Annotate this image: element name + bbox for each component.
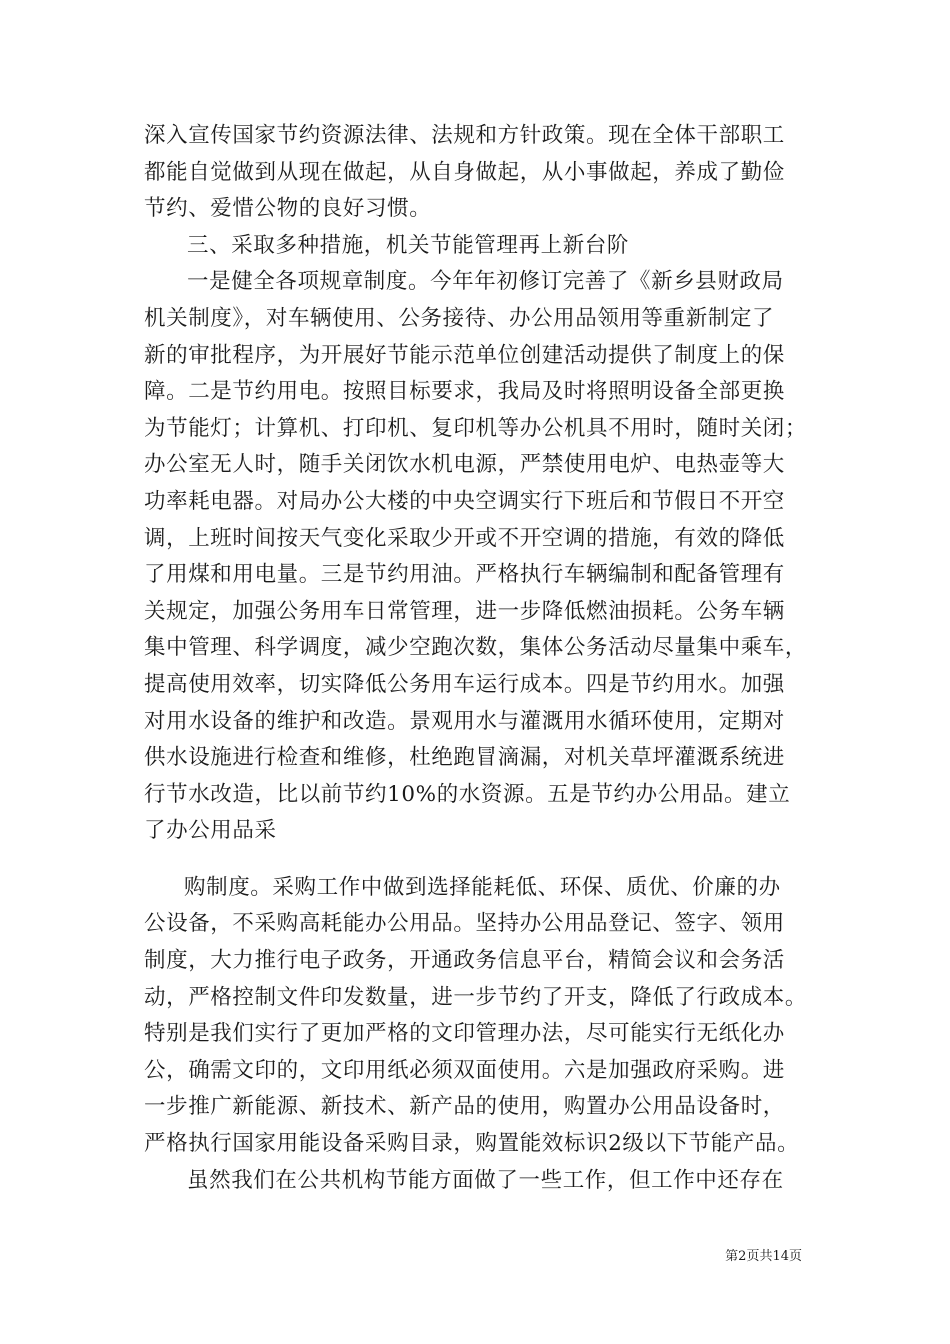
section-heading: 三、采取多种措施，机关节能管理再上新台阶 <box>187 232 630 258</box>
text-line: 机关制度》，对车辆使用、公务接待、办公用品领用等重新制定了 <box>144 305 775 331</box>
text-line: 调，上班时间按天气变化采取少开或不开空调的措施，有效的降低 <box>144 525 785 551</box>
text-line: 购制度。采购工作中做到选择能耗低、环保、质优、价廉的办 <box>184 874 781 900</box>
text-line: 深入宣传国家节约资源法律、法规和方针政策。现在全体干部职工 <box>144 123 785 148</box>
text-line: 功率耗电器。对局办公大楼的中央空调实行下班后和节假日不开空 <box>144 488 785 514</box>
text-line: 特别是我们实行了更加严格的文印管理办法，尽可能实行无纸化办 <box>144 1021 785 1047</box>
text-line: 一步推广新能源、新技术、新产品的使用，购置办公用品设备时， <box>144 1094 785 1120</box>
text-line: 对用水设备的维护和改造。景观用水与灌溉用水循环使用，定期对 <box>144 708 785 734</box>
text-line: 障。二是节约用电。按照目标要求，我局及时将照明设备全部更换 <box>144 379 785 405</box>
text-line: 制度，大力推行电子政务，开通政务信息平台，精简会议和会务活 <box>144 948 785 974</box>
document-body <box>144 118 809 1199</box>
text-line: 了用煤和用电量。三是节约用油。严格执行车辆编制和配备管理有 <box>144 562 785 588</box>
text-line: 公设备，不采购高耗能办公用品。坚持办公用品登记、签字、领用 <box>144 911 785 937</box>
text-line: 为节能灯；计算机、打印机、复印机等办公机具不用时，随时关闭； <box>144 415 808 441</box>
text-line: 虽然我们在公共机构节能方面做了一些工作，但工作中还存在 <box>187 1167 784 1193</box>
text-line: 行节水改造，比以前节约10%的水资源。五是节约办公用品。建立 <box>144 781 791 807</box>
text-line: 节约、爱惜公物的良好习惯。 <box>144 196 432 222</box>
text-line: 办公室无人时，随手关闭饮水机电源，严禁使用电炉、电热壶等大 <box>144 452 785 478</box>
text-line: 集中管理、科学调度，减少空跑次数，集体公务活动尽量集中乘车， <box>144 635 808 661</box>
text-line: 严格执行国家用能设备采购目录，购置能效标识2级以下节能产品。 <box>144 1131 800 1157</box>
text-line: 提高使用效率，切实降低公务用车运行成本。四是节约用水。加强 <box>144 671 785 697</box>
text-line: 供水设施进行检查和维修，杜绝跑冒滴漏，对机关草坪灌溉系统进 <box>144 745 785 771</box>
text-line: 动，严格控制文件印发数量，进一步节约了开支，降低了行政成本。 <box>144 984 808 1010</box>
text-line: 新的审批程序，为开展好节能示范单位创建活动提供了制度上的保 <box>144 342 785 368</box>
text-line: 都能自觉做到从现在做起，从自身做起，从小事做起，养成了勤俭 <box>144 159 785 185</box>
text-line: 关规定，加强公务用车日常管理，进一步降低燃油损耗。公务车辆 <box>144 598 785 624</box>
paragraph-gap <box>144 850 809 870</box>
text-line: 了办公用品采 <box>144 818 277 844</box>
text-line: 一是健全各项规章制度。今年年初修订完善了《新乡县财政局 <box>187 269 784 295</box>
text-line: 公，确需文印的，文印用纸必须双面使用。六是加强政府采购。进 <box>144 1057 785 1083</box>
page-number: 第2页共14页 <box>725 1249 802 1264</box>
